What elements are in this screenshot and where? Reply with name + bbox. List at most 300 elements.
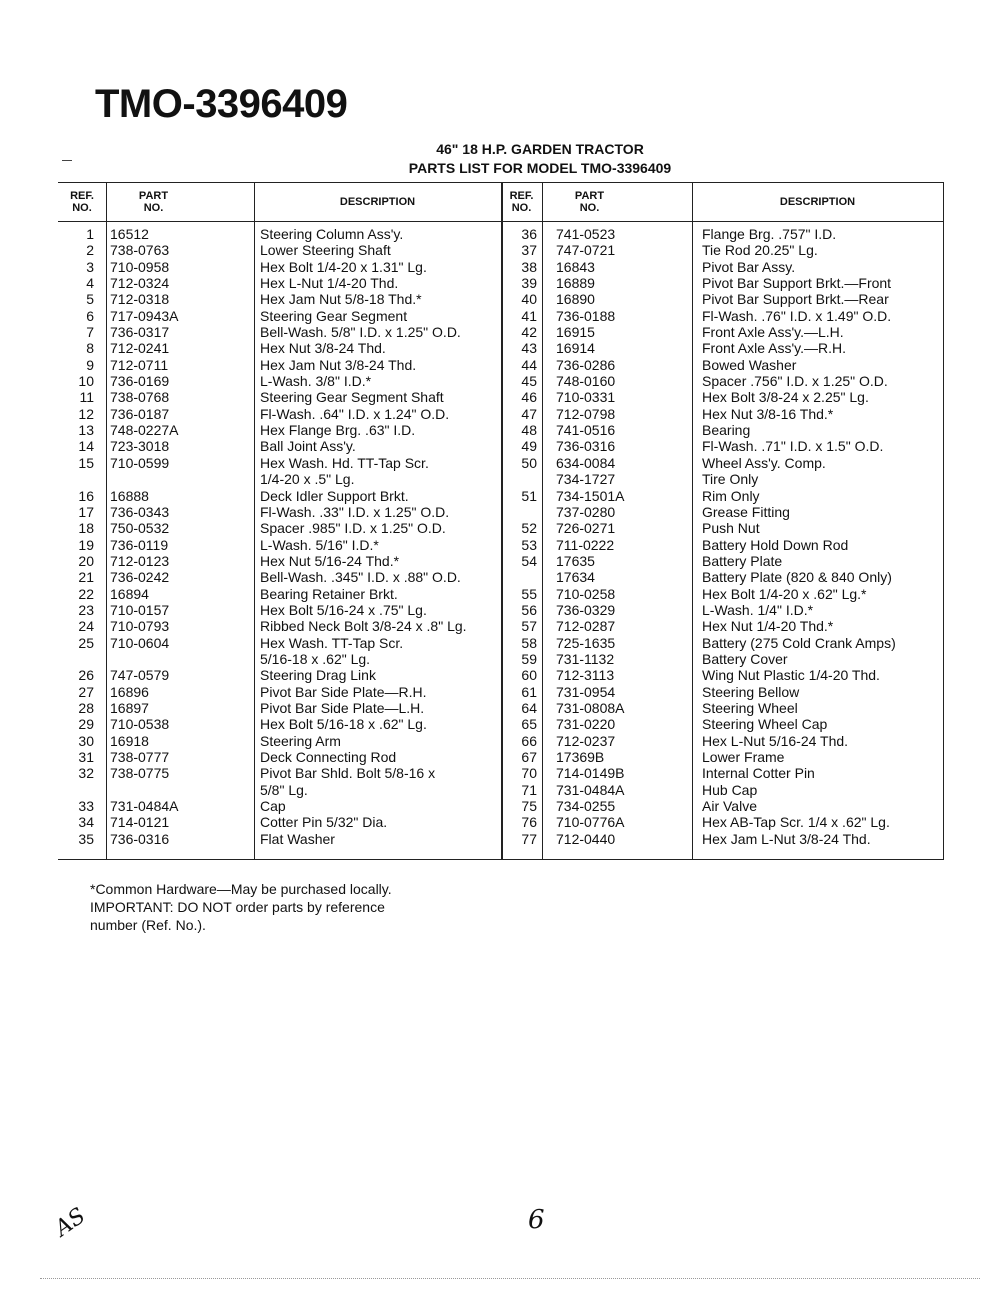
ref-no-cell: 36 xyxy=(521,226,537,242)
table-row xyxy=(501,373,944,389)
description-cell: Hex L-Nut 5/16-24 Thd. xyxy=(702,732,849,749)
table-row xyxy=(501,635,944,651)
ref-no-cell: 70 xyxy=(521,765,537,782)
ref-no-cell: 35 xyxy=(78,830,94,847)
description-cell: Steering Drag Link xyxy=(260,667,376,684)
ref-no-cell: 53 xyxy=(521,536,537,553)
handwritten-mark: AS xyxy=(50,1203,91,1242)
description-cell: Flange Brg. .757" I.D. xyxy=(702,226,837,242)
description-cell: Cotter Pin 5/32" Dia. xyxy=(260,814,388,831)
table-row xyxy=(501,340,944,356)
part-no-cell: 16894 xyxy=(110,585,149,602)
table-row xyxy=(501,733,944,749)
description-cell: Hex Jam L-Nut 3/8-24 Thd. xyxy=(702,830,871,847)
table-row xyxy=(501,389,944,405)
part-no-cell: 712-0123 xyxy=(110,552,170,569)
table-row xyxy=(58,504,501,520)
description-cell: Steering Column Ass'y. xyxy=(260,226,404,242)
description-cell: Hex Flange Brg. .63" I.D. xyxy=(260,422,416,439)
part-no-cell: 634-0084 xyxy=(556,454,616,471)
ref-no-cell: 10 xyxy=(78,373,94,390)
part-no-cell: 731-0808A xyxy=(556,699,625,716)
ref-no-cell: 16 xyxy=(78,487,94,504)
description-cell: Hex Nut 3/8-24 Thd. xyxy=(260,340,386,357)
ref-no-cell: 34 xyxy=(78,814,94,831)
part-no-cell: 16918 xyxy=(110,732,149,749)
table-row xyxy=(58,488,501,504)
part-no-cell: 712-0324 xyxy=(110,275,170,292)
table-row xyxy=(58,586,501,602)
description-cell: Hex Bolt 5/16-24 x .75" Lg. xyxy=(260,601,427,618)
ref-no-cell: 55 xyxy=(521,585,537,602)
description-cell: Grease Fitting xyxy=(702,503,790,520)
description-cell: Hex Bolt 1/4-20 x 1.31" Lg. xyxy=(260,258,427,275)
table-row xyxy=(58,357,501,373)
part-no-cell: 710-0793 xyxy=(110,618,170,635)
part-no-cell: 726-0271 xyxy=(556,520,616,537)
description-cell: Bowed Washer xyxy=(702,356,797,373)
description-cell: Battery Hold Down Rod xyxy=(702,536,849,553)
ref-no-cell: 21 xyxy=(78,569,94,586)
description-cell: L-Wash. 1/4" I.D.* xyxy=(702,601,814,618)
description-cell: Rim Only xyxy=(702,487,760,504)
scan-edge xyxy=(40,1278,980,1279)
description-cell: Lower Steering Shaft xyxy=(260,242,391,259)
part-no-cell: 734-1727 xyxy=(556,471,616,488)
table-row xyxy=(501,569,944,585)
table-row xyxy=(501,455,944,471)
description-cell: 5/16-18 x .62" Lg. xyxy=(260,650,371,667)
table-row xyxy=(58,308,501,324)
part-no-cell: 710-0776A xyxy=(556,814,625,831)
ref-no-cell: 18 xyxy=(78,520,94,537)
ref-no-cell: 9 xyxy=(86,356,94,373)
table-row xyxy=(58,700,501,716)
table-row xyxy=(501,520,944,536)
ref-no-cell: 29 xyxy=(78,716,94,733)
ref-no-cell: 7 xyxy=(86,324,94,341)
part-no-cell: 712-0798 xyxy=(556,405,616,422)
description-cell: Deck Connecting Rod xyxy=(260,749,397,765)
description-cell: Steering Bellow xyxy=(702,683,800,700)
ref-no-cell: 22 xyxy=(78,585,94,602)
ref-no-cell: 25 xyxy=(78,634,94,651)
table-row xyxy=(58,782,501,798)
part-no-cell: 710-0331 xyxy=(556,389,616,406)
description-cell: Hex Wash. TT-Tap Scr. xyxy=(260,634,404,651)
part-no-cell: 736-0242 xyxy=(110,569,170,586)
ref-no-cell: 66 xyxy=(521,732,537,749)
part-no-cell: 17634 xyxy=(556,569,595,586)
table-row xyxy=(58,684,501,700)
part-no-cell: 736-0329 xyxy=(556,601,616,618)
ref-no-cell: 76 xyxy=(521,814,537,831)
part-no-cell: 712-0287 xyxy=(556,618,616,635)
description-cell: Spacer .985" I.D. x 1.25" O.D. xyxy=(260,520,446,537)
table-row xyxy=(501,716,944,732)
table-row xyxy=(58,831,501,847)
table-row xyxy=(501,553,944,569)
part-no-cell: 17635 xyxy=(556,552,595,569)
table-row xyxy=(58,814,501,830)
part-no-cell: 712-0237 xyxy=(556,732,616,749)
part-no-cell: 731-0954 xyxy=(556,683,616,700)
ref-no-cell: 38 xyxy=(521,258,537,275)
part-no-cell: 714-0149B xyxy=(556,765,625,782)
ref-no-cell: 11 xyxy=(79,389,94,406)
part-no-cell: 736-0188 xyxy=(556,307,616,324)
table-row xyxy=(58,406,501,422)
ref-no-cell: 33 xyxy=(78,798,94,815)
part-no-cell: 736-0119 xyxy=(110,536,169,553)
part-no-cell: 748-0160 xyxy=(556,373,616,390)
description-cell: Pivot Bar Support Brkt.—Rear xyxy=(702,291,889,308)
part-no-cell: 737-0280 xyxy=(556,503,616,520)
description-cell: Tie Rod 20.25" Lg. xyxy=(702,242,818,259)
description-cell: Hex Wash. Hd. TT-Tap Scr. xyxy=(260,454,429,471)
ref-no-cell: 28 xyxy=(78,699,94,716)
table-row xyxy=(58,438,501,454)
table-row xyxy=(501,471,944,487)
ref-no-cell: 58 xyxy=(521,634,537,651)
description-cell: Steering Wheel Cap xyxy=(702,716,828,733)
description-cell: Hex Bolt 3/8-24 x 2.25" Lg. xyxy=(702,389,869,406)
description-cell: Bearing Retainer Brkt. xyxy=(260,585,398,602)
description-cell: Ribbed Neck Bolt 3/8-24 x .8" Lg. xyxy=(260,618,467,635)
ref-no-cell: 17 xyxy=(78,503,94,520)
description-cell: Pivot Bar Shld. Bolt 5/8-16 x xyxy=(260,765,436,782)
table-row xyxy=(58,226,501,242)
part-no-cell: 750-0532 xyxy=(110,520,170,537)
description-cell: Hex AB-Tap Scr. 1/4 x .62" Lg. xyxy=(702,814,890,831)
description-cell: Hex Bolt 5/16-18 x .62" Lg. xyxy=(260,716,427,733)
part-no-cell: 710-0958 xyxy=(110,258,170,275)
description-cell: Battery Plate (820 & 840 Only) xyxy=(702,569,892,586)
ref-no-cell: 43 xyxy=(521,340,537,357)
ref-no-cell: 65 xyxy=(521,716,537,733)
header-description-left: DESCRIPTION xyxy=(339,196,416,208)
part-no-cell: 16896 xyxy=(110,683,149,700)
table-row xyxy=(501,308,944,324)
table-row xyxy=(58,275,501,291)
description-cell: Fl-Wash. .71" I.D. x 1.5" O.D. xyxy=(702,438,884,455)
part-no-cell: 738-0768 xyxy=(110,389,170,406)
table-row xyxy=(501,537,944,553)
table-row xyxy=(501,814,944,830)
table-row xyxy=(58,716,501,732)
part-no-cell: 734-0255 xyxy=(556,798,616,815)
part-no-cell: 712-0241 xyxy=(110,340,170,357)
handwritten-page-number: 6 xyxy=(528,1205,545,1235)
description-cell: Fl-Wash. .64" I.D. x 1.24" O.D. xyxy=(260,405,450,422)
part-no-cell: 16914 xyxy=(556,340,595,357)
header-description-right: DESCRIPTION xyxy=(779,196,856,208)
ref-no-cell: 14 xyxy=(78,438,94,455)
table-row xyxy=(501,667,944,683)
description-cell: Wheel Ass'y. Comp. xyxy=(702,454,826,471)
part-no-cell: 747-0721 xyxy=(556,242,616,259)
part-no-cell: 16843 xyxy=(556,258,595,275)
header-rule xyxy=(58,221,501,222)
table-row xyxy=(58,635,501,651)
description-cell: Hex Jam Nut 3/8-24 Thd. xyxy=(260,356,417,373)
table-row xyxy=(58,324,501,340)
description-cell: Pivot Bar Side Plate—R.H. xyxy=(260,683,427,700)
part-no-cell: 741-0523 xyxy=(556,226,616,242)
description-cell: Battery Plate xyxy=(702,552,783,569)
table-row xyxy=(58,765,501,781)
table-row xyxy=(58,733,501,749)
description-cell: Hex L-Nut 1/4-20 Thd. xyxy=(260,275,399,292)
table-row xyxy=(501,700,944,716)
description-cell: L-Wash. 5/16" I.D.* xyxy=(260,536,379,553)
table-row xyxy=(501,406,944,422)
part-no-cell: 738-0777 xyxy=(110,749,170,765)
part-no-cell: 710-0604 xyxy=(110,634,170,651)
table-row xyxy=(58,553,501,569)
ref-no-cell: 41 xyxy=(521,307,537,324)
description-cell: Tire Only xyxy=(702,471,759,488)
model-title: TMO-3396409 xyxy=(95,82,348,126)
ref-no-cell: 15 xyxy=(78,454,94,471)
table-row xyxy=(501,749,944,765)
subtitle-line-1: 46" 18 H.P. GARDEN TRACTOR xyxy=(436,141,644,157)
ref-no-cell: 1 xyxy=(86,226,94,242)
ref-no-cell: 20 xyxy=(78,552,94,569)
part-no-cell: 736-0316 xyxy=(556,438,616,455)
description-cell: Pivot Bar Support Brkt.—Front xyxy=(702,275,892,292)
description-cell: Deck Idler Support Brkt. xyxy=(260,487,409,504)
table-row xyxy=(501,684,944,700)
description-cell: Steering Arm xyxy=(260,732,341,749)
document-subtitle xyxy=(40,140,1000,178)
description-cell: 1/4-20 x .5" Lg. xyxy=(260,471,355,488)
table-row xyxy=(58,749,501,765)
header-part-no-left: PART NO. xyxy=(138,190,169,214)
ref-no-cell: 2 xyxy=(86,242,94,259)
description-cell: Bell-Wash. .345" I.D. x .88" O.D. xyxy=(260,569,461,586)
ref-no-cell: 54 xyxy=(521,552,537,569)
description-cell: Flat Washer xyxy=(260,830,335,847)
description-cell: Battery Cover xyxy=(702,650,788,667)
description-cell: Spacer .756" I.D. x 1.25" O.D. xyxy=(702,373,888,390)
part-no-cell: 16889 xyxy=(556,275,595,292)
ref-no-cell: 51 xyxy=(521,487,537,504)
description-cell: Pivot Bar Assy. xyxy=(702,258,796,275)
table-row xyxy=(58,291,501,307)
description-cell: L-Wash. 3/8" I.D.* xyxy=(260,373,372,390)
part-no-cell: 714-0121 xyxy=(110,814,170,831)
part-no-cell: 738-0763 xyxy=(110,242,170,259)
ref-no-cell: 12 xyxy=(78,405,94,422)
part-no-cell: 712-0711 xyxy=(110,356,169,373)
part-no-cell: 711-0222 xyxy=(556,536,615,553)
ref-no-cell: 61 xyxy=(521,683,537,700)
description-cell: Bearing xyxy=(702,422,751,439)
table-row xyxy=(501,602,944,618)
part-no-cell: 736-0316 xyxy=(110,830,170,847)
ref-no-cell: 8 xyxy=(86,340,94,357)
table-row xyxy=(501,291,944,307)
ref-no-cell: 6 xyxy=(86,307,94,324)
description-cell: Cap xyxy=(260,798,286,815)
description-cell: Front Axle Ass'y.—R.H. xyxy=(702,340,847,357)
table-row xyxy=(58,471,501,487)
ref-no-cell: 60 xyxy=(521,667,537,684)
ref-no-cell: 46 xyxy=(521,389,537,406)
ref-no-cell: 59 xyxy=(521,650,537,667)
part-no-cell: 723-3018 xyxy=(110,438,170,455)
description-cell: 5/8" Lg. xyxy=(260,781,308,798)
footnote: *Common Hardware—May be purchased locally. IMPORTANT: DO NOT order parts by reference number (Ref. No.). xyxy=(90,881,392,933)
part-no-cell: 16915 xyxy=(556,324,595,341)
part-no-cell: 731-1132 xyxy=(556,650,615,667)
part-no-cell: 736-0286 xyxy=(556,356,616,373)
ref-no-cell: 45 xyxy=(521,373,537,390)
table-row xyxy=(58,259,501,275)
right-rows xyxy=(501,226,944,847)
description-cell: Front Axle Ass'y.—L.H. xyxy=(702,324,844,341)
description-cell: Steering Gear Segment xyxy=(260,307,408,324)
header-part-no-right: PART NO. xyxy=(574,190,605,214)
header-rule xyxy=(501,221,944,222)
ref-no-cell: 44 xyxy=(521,356,537,373)
part-no-cell: 731-0484A xyxy=(556,781,625,798)
description-cell: Hub Cap xyxy=(702,781,758,798)
ref-no-cell: 4 xyxy=(86,275,94,292)
part-no-cell: 748-0227A xyxy=(110,422,179,439)
ref-no-cell: 31 xyxy=(78,749,94,765)
part-no-cell: 710-0599 xyxy=(110,454,170,471)
ref-no-cell: 56 xyxy=(521,601,537,618)
part-no-cell: 16888 xyxy=(110,487,149,504)
part-no-cell: 725-1635 xyxy=(556,634,616,651)
ref-no-cell: 3 xyxy=(86,258,94,275)
table-row xyxy=(501,618,944,634)
ref-no-cell: 42 xyxy=(521,324,537,341)
table-row xyxy=(501,765,944,781)
table-row xyxy=(58,618,501,634)
part-no-cell: 710-0258 xyxy=(556,585,616,602)
table-row xyxy=(58,242,501,258)
table-row xyxy=(501,798,944,814)
table-row xyxy=(501,438,944,454)
table-row xyxy=(501,242,944,258)
description-cell: Internal Cotter Pin xyxy=(702,765,815,782)
table-row xyxy=(58,569,501,585)
edge-mark xyxy=(62,160,72,161)
part-no-cell: 717-0943A xyxy=(110,307,179,324)
table-row xyxy=(58,389,501,405)
part-no-cell: 17369B xyxy=(556,749,605,765)
description-cell: Bell-Wash. 5/8" I.D. x 1.25" O.D. xyxy=(260,324,461,341)
ref-no-cell: 39 xyxy=(521,275,537,292)
ref-no-cell: 57 xyxy=(521,618,537,635)
ref-no-cell: 52 xyxy=(521,520,537,537)
table-row xyxy=(58,602,501,618)
table-row xyxy=(501,422,944,438)
ref-no-cell: 71 xyxy=(521,781,537,798)
table-row xyxy=(501,782,944,798)
part-no-cell: 710-0157 xyxy=(110,601,170,618)
ref-no-cell: 19 xyxy=(78,536,94,553)
ref-no-cell: 67 xyxy=(521,749,537,765)
description-cell: Pivot Bar Side Plate—L.H. xyxy=(260,699,425,716)
ref-no-cell: 13 xyxy=(78,422,94,439)
description-cell: Air Valve xyxy=(702,798,757,815)
table-row xyxy=(58,422,501,438)
ref-no-cell: 75 xyxy=(521,798,537,815)
subtitle-line-2: PARTS LIST FOR MODEL TMO-3396409 xyxy=(408,160,672,176)
table-row xyxy=(501,324,944,340)
left-rows xyxy=(58,226,501,847)
ref-no-cell: 30 xyxy=(78,732,94,749)
description-cell: Hex Nut 5/16-24 Thd.* xyxy=(260,552,400,569)
description-cell: Hex Nut 1/4-20 Thd.* xyxy=(702,618,834,635)
ref-no-cell: 49 xyxy=(521,438,537,455)
ref-no-cell: 27 xyxy=(78,683,94,700)
ref-no-cell: 24 xyxy=(78,618,94,635)
ref-no-cell: 37 xyxy=(521,242,537,259)
part-no-cell: 736-0169 xyxy=(110,373,170,390)
table-row xyxy=(58,455,501,471)
parts-table xyxy=(58,182,944,860)
part-no-cell: 734-1501A xyxy=(556,487,625,504)
ref-no-cell: 23 xyxy=(78,601,94,618)
description-cell: Fl-Wash. .76" I.D. x 1.49" O.D. xyxy=(702,307,892,324)
table-row xyxy=(58,667,501,683)
ref-no-cell: 47 xyxy=(521,405,537,422)
ref-no-cell: 5 xyxy=(86,291,94,308)
table-row xyxy=(58,340,501,356)
part-no-cell: 712-3113 xyxy=(556,667,615,684)
part-no-cell: 736-0343 xyxy=(110,503,170,520)
ref-no-cell: 32 xyxy=(78,765,94,782)
description-cell: Hex Jam Nut 5/8-18 Thd.* xyxy=(260,291,422,308)
table-row xyxy=(501,357,944,373)
table-row xyxy=(58,798,501,814)
table-row xyxy=(58,651,501,667)
part-no-cell: 741-0516 xyxy=(556,422,616,439)
description-cell: Hex Bolt 1/4-20 x .62" Lg.* xyxy=(702,585,867,602)
part-no-cell: 731-0484A xyxy=(110,798,179,815)
part-no-cell: 738-0775 xyxy=(110,765,170,782)
ref-no-cell: 48 xyxy=(521,422,537,439)
description-cell: Push Nut xyxy=(702,520,760,537)
table-row xyxy=(58,373,501,389)
table-row xyxy=(501,275,944,291)
description-cell: Hex Nut 3/8-16 Thd.* xyxy=(702,405,834,422)
description-cell: Lower Frame xyxy=(702,749,785,765)
part-no-cell: 712-0318 xyxy=(110,291,170,308)
description-cell: Battery (275 Cold Crank Amps) xyxy=(702,634,896,651)
table-row xyxy=(58,520,501,536)
table-row xyxy=(501,259,944,275)
table-row xyxy=(501,504,944,520)
part-no-cell: 736-0317 xyxy=(110,324,170,341)
header-ref-no-right: REF. NO. xyxy=(509,190,534,214)
ref-no-cell: 64 xyxy=(521,699,537,716)
table-row xyxy=(501,226,944,242)
description-cell: Steering Wheel xyxy=(702,699,798,716)
header-ref-no-left: REF. NO. xyxy=(70,190,94,214)
table-row xyxy=(501,488,944,504)
part-no-cell: 712-0440 xyxy=(556,830,616,847)
part-no-cell: 747-0579 xyxy=(110,667,170,684)
ref-no-cell: 40 xyxy=(521,291,537,308)
description-cell: Steering Gear Segment Shaft xyxy=(260,389,444,406)
part-no-cell: 710-0538 xyxy=(110,716,170,733)
